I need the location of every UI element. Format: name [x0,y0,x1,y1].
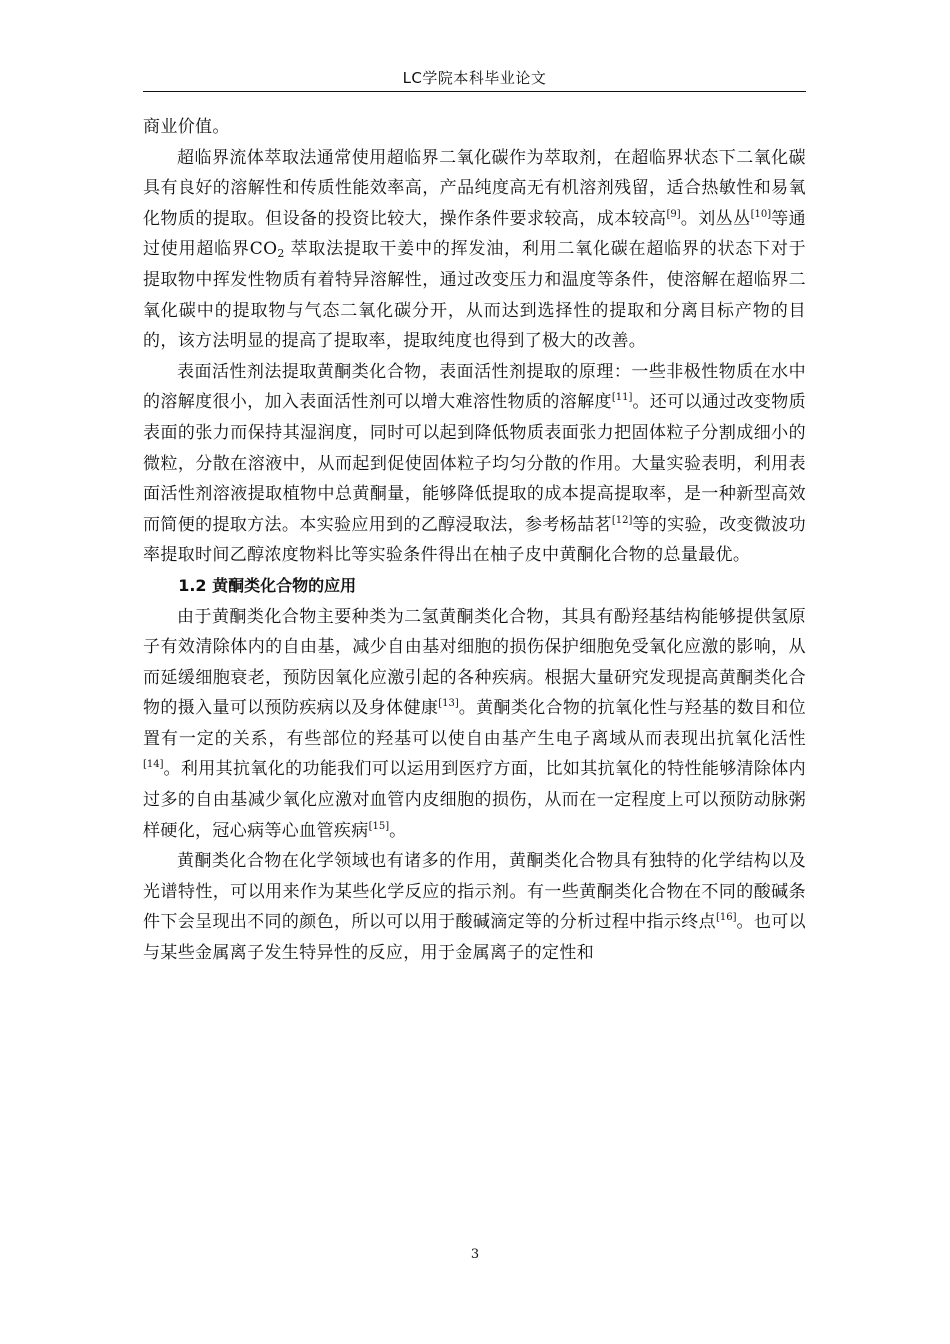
chemical-subscript: 2 [277,247,285,261]
page-header-title: LC学院本科毕业论文 [402,69,547,87]
citation-superscript: [14] [143,759,164,771]
paragraph [143,357,806,571]
text-run: 萃取法提取干姜中的挥发油，利用二氧化碳在超临界的状态下对于提取物中挥发性物质有着特异溶解性，通过改变压力和温度等条件，使溶解在超临界二氧化碳中的提取物与气态二氧化碳分开，从而达到选择性的提取和分离目标产物的目的，该方法明显的提高了提取率，提取纯度也得到了极大的改善。 [143,239,806,352]
text-run: 表面活性剂法提取黄酮类化合物，表面活性剂提取的原理：一些非极性物质在水中的溶解度很小，加入表面活性剂可以增大难溶性物质的溶解度 [143,361,806,413]
paragraph [143,846,806,968]
text-run: 黄酮类化合物在化学领域也有诸多的作用，黄酮类化合物具有独特的化学结构以及光谱特性，可以用来作为某些化学反应的指示剂。有一些黄酮类化合物在不同的酸碱条件下会呈现出不同的颜色，所以可以用于酸碱滴定等的分析过程中指示终点 [143,851,806,933]
paragraph [143,602,806,847]
text-run: 。也可以与某些金属离子发生特异性的反应，用于金属离子的定性和 [143,912,806,964]
header-rule [143,91,806,92]
text-run: 超临界流体萃取法通常使用超临界二氧化碳作为萃取剂，在超临界状态下二氧化碳具有良好的溶解性和传质性能效率高，产品纯度高无有机溶剂残留，适合热敏性和易氧化物质的提取。但设备的投资比较大，操作条件要求较高，成本较高 [143,147,806,229]
section-heading: 1.2 黄酮类化合物的应用 [178,575,357,595]
citation-superscript: [12] [611,514,633,526]
text-run: 。刘丛丛 [680,208,751,229]
text-run: 。利用其抗氧化的功能我们可以运用到医疗方面，比如其抗氧化的特性能够清除体内过多的自由基减少氧化应激对血管内皮细胞的损伤，从而在一定程度上可以预防动脉粥样硬化，冠心病等心血管疾病 [143,759,806,841]
text-run: 等的实验，改变微波功率提取时间乙醇浓度物料比等实验条件得出在柚子皮中黄酮化合物的总量最优。 [143,514,806,566]
body-text [143,112,806,969]
citation-superscript: [9] [666,208,681,220]
text-run: 。还可以通过改变物质表面的张力而保持其湿润度，同时可以起到降低物质表面张力把固体粒子分割成细小的微粒，分散在溶液中，从而起到促使固体粒子均匀分散的作用。大量实验表明，利用表面活性剂溶液提取植物中总黄酮量，能够降低提取的成本提高提取率，是一种新型高效而简便的提取方法。本实验应用到的乙醇浸取法，参考杨喆茗 [143,392,806,535]
citation-superscript: [10] [750,208,772,220]
citation-superscript: [15] [368,820,390,832]
citation-superscript: [16] [716,912,737,924]
text-run: 等通过使用超临界CO [143,208,807,260]
citation-superscript: [13] [438,698,459,710]
paragraph: 商业价值。 [143,117,230,137]
citation-superscript: [11] [611,392,633,404]
paragraph [143,143,806,357]
text-run: 。黄酮类化合物的抗氧化性与羟基的数目和位置有一定的关系，有些部位的羟基可以使自由基产生电子离域从而表现出抗氧化活性 [143,698,806,749]
text-run: 由于黄酮类化合物主要种类为二氢黄酮类化合物，其具有酚羟基结构能够提供氢原子有效清除体内的自由基，减少自由基对细胞的损伤保护细胞免受氧化应激的影响，从而延缓细胞衰老，预防因氧化应激引起的各种疾病。根据大量研究发现提高黄酮类化合物的摄入量可以预防疾病以及身体健康 [143,606,806,719]
text-run: 。 [389,820,407,841]
page-number: 3 [470,1247,480,1262]
